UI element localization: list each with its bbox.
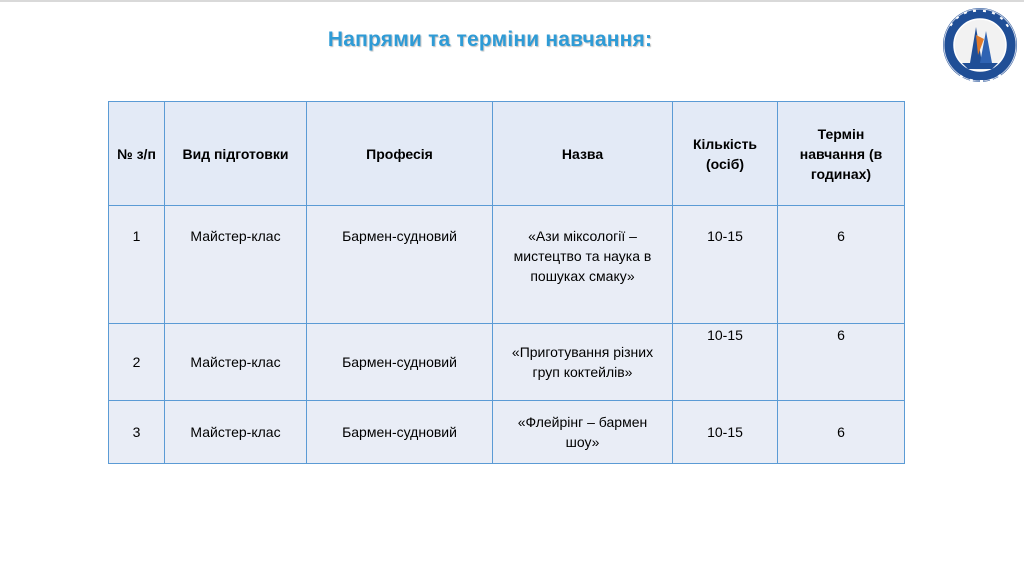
cell-duration: 6 [778, 206, 905, 324]
cell-duration: 6 [778, 324, 905, 401]
cell-number: 2 [109, 324, 165, 401]
cell-training-type: Майстер-клас [165, 324, 307, 401]
cell-count: 10-15 [673, 401, 778, 464]
institution-logo [940, 5, 1020, 85]
header-title: Назва [493, 102, 673, 206]
slide-title: Напрями та терміни навчання: [327, 28, 653, 51]
cell-number: 3 [109, 401, 165, 464]
cell-title: «Флейрінг – бармен шоу» [493, 401, 673, 464]
cell-profession: Бармен-судновий [307, 206, 493, 324]
cell-title: «Приготування різних груп коктейлів» [493, 324, 673, 401]
cell-duration: 6 [778, 401, 905, 464]
header-duration: Термін навчання (в годинах) [778, 102, 905, 206]
schedule-table [108, 101, 905, 464]
header-profession: Професія [307, 102, 493, 206]
cell-title: «Ази міксології – мистецтво та наука в пошуках смаку» [493, 206, 673, 324]
logo-emblem-icon [940, 5, 1020, 85]
cell-profession: Бармен-судновий [307, 401, 493, 464]
cell-count: 10-15 [673, 324, 778, 401]
table-row [109, 324, 905, 401]
header-count: Кількість (осіб) [673, 102, 778, 206]
header-training-type: Вид підготовки [165, 102, 307, 206]
cell-training-type: Майстер-клас [165, 401, 307, 464]
table-row [109, 401, 905, 464]
top-border [0, 0, 1024, 2]
cell-profession: Бармен-судновий [307, 324, 493, 401]
cell-number: 1 [109, 206, 165, 324]
table-header-row [109, 102, 905, 206]
table-row [109, 206, 905, 324]
header-number: № з/п [109, 102, 165, 206]
cell-count: 10-15 [673, 206, 778, 324]
cell-training-type: Майстер-клас [165, 206, 307, 324]
